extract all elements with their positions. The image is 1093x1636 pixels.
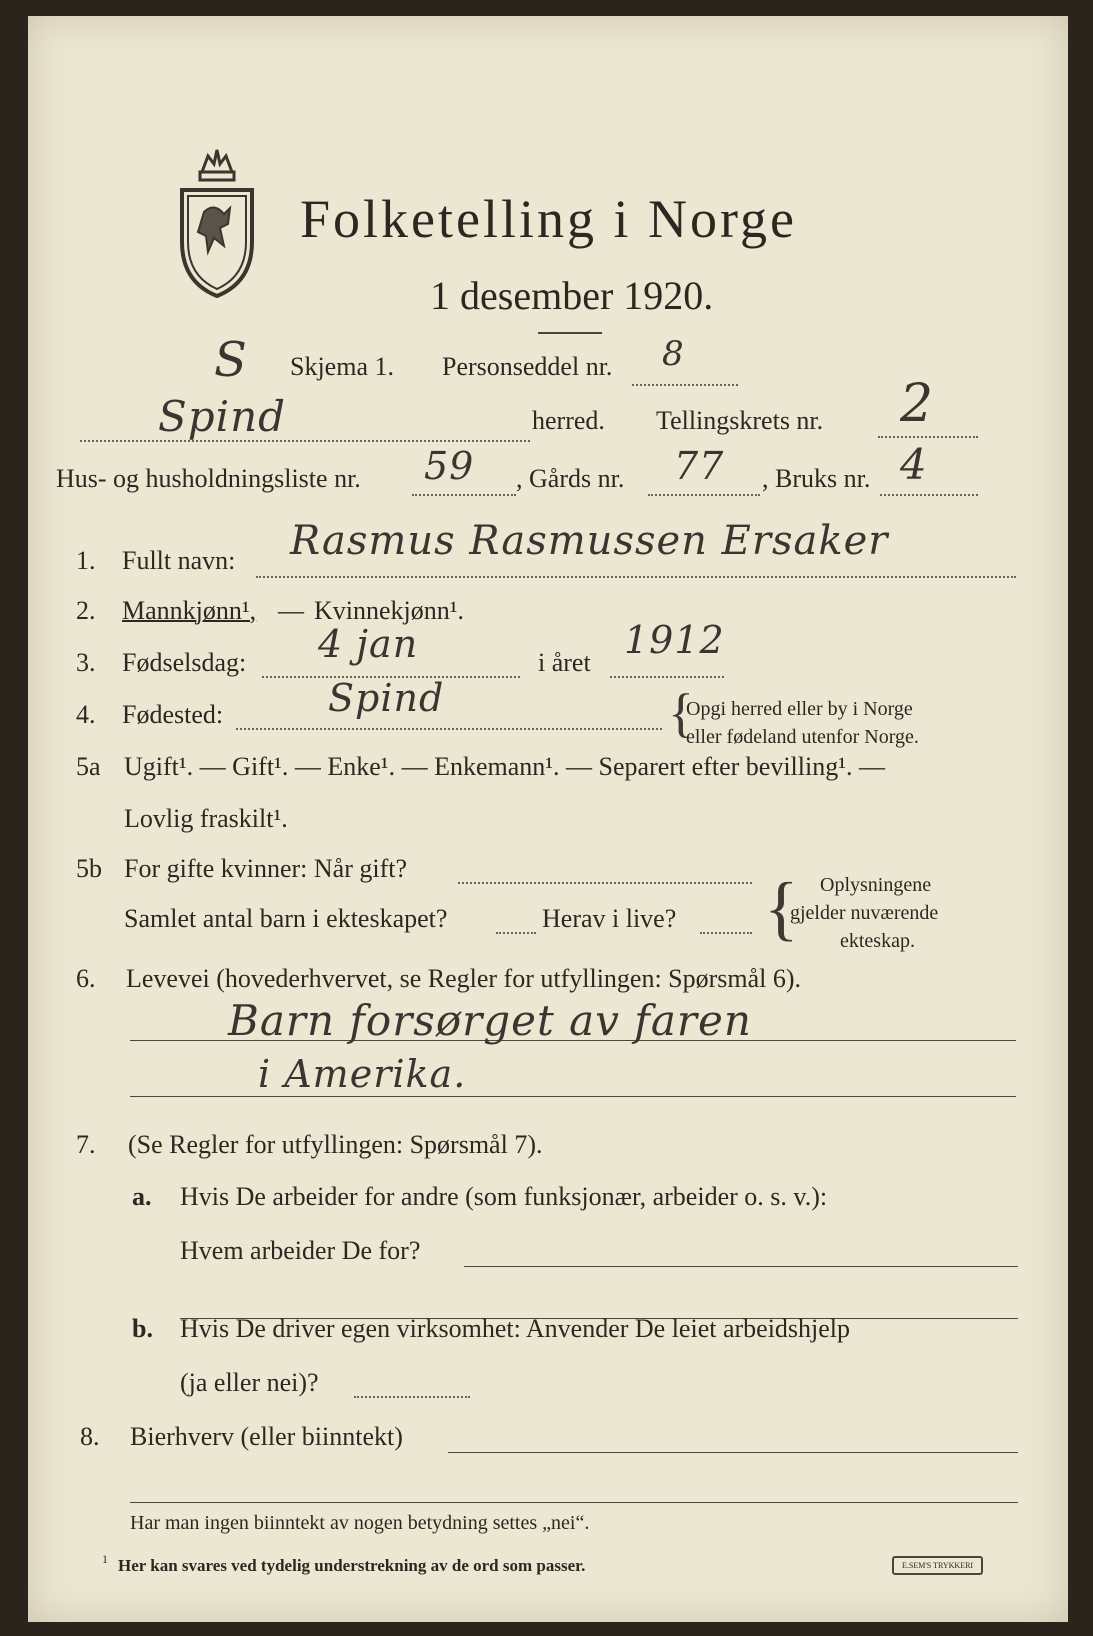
q8-number: 8. (80, 1422, 100, 1451)
q2-female-option[interactable]: Kvinnekjønn¹. (314, 596, 465, 625)
husliste-label: Hus- og husholdningsliste nr. (56, 464, 361, 493)
q2-male-option[interactable]: Mannkjønn¹, (122, 596, 257, 625)
q4-birthplace-value: Spind (328, 676, 445, 720)
q3-day-value: 4 jan (318, 622, 419, 666)
q1-number: 1. (76, 546, 96, 575)
personseddel-value: 8 (662, 334, 685, 374)
q6-line2[interactable] (130, 1096, 1016, 1097)
q5b-note-line2: gjelder nuværende (790, 902, 939, 924)
q5b-alive-label: Herav i live? (542, 904, 677, 933)
q7b-line2: (ja eller nei)? (180, 1368, 319, 1397)
q4-label: Fødested: (122, 700, 224, 729)
tellingskrets-label: Tellingskrets nr. (656, 406, 824, 435)
form-title: Folketelling i Norge (300, 189, 797, 249)
q3-label: Fødselsdag: (122, 648, 247, 677)
q8-field[interactable] (448, 1452, 1018, 1453)
q5b-children-label: Samlet antal barn i ekteskapet? (124, 904, 448, 933)
gards-label: , Gårds nr. (516, 464, 625, 493)
census-form-sheet (28, 16, 1068, 1622)
q2-number: 2. (76, 596, 96, 625)
footer-note: Har man ingen biinntekt av nogen betydning settes „nei“. (130, 1512, 590, 1534)
bruks-label: , Bruks nr. (762, 464, 871, 493)
q6-number: 6. (76, 964, 96, 993)
herred-initial-mark: S (214, 332, 248, 388)
q7-number: 7. (76, 1130, 96, 1159)
q1-full-name-value: Rasmus Rasmussen Ersaker (290, 518, 889, 564)
q7b-line1: Hvis De driver egen virksomhet: Anvender De leiet arbeidshjelp (180, 1314, 851, 1343)
q7-label: (Se Regler for utfyllingen: Spørsmål 7). (128, 1130, 543, 1159)
q4-number: 4. (76, 700, 96, 729)
q7a-line2: Hvem arbeider De for? (180, 1236, 421, 1265)
footnote-mark: 1 (102, 1552, 108, 1566)
q5b-married-when-field[interactable] (458, 882, 752, 884)
q5b-note-line1: Oplysningene (820, 874, 932, 896)
printer-stamp: E.SEM'S TRYKKERI (892, 1556, 983, 1575)
q4-note-line1: Opgi herred eller by i Norge (686, 698, 913, 720)
q4-birthplace-field[interactable] (236, 728, 662, 730)
q1-label: Fullt navn: (122, 546, 236, 575)
q3-year-field[interactable] (610, 676, 724, 678)
tellingskrets-field[interactable] (878, 436, 978, 438)
q4-note-brace: { (668, 683, 694, 743)
coat-of-arms-icon (174, 142, 260, 298)
q1-full-name-field[interactable] (256, 576, 1016, 578)
personseddel-field[interactable] (632, 384, 738, 386)
husliste-value: 59 (424, 444, 475, 488)
gards-value: 77 (674, 444, 725, 488)
q5b-alive-field[interactable] (700, 932, 752, 934)
q5b-note-brace: { (764, 868, 799, 948)
q6-value-line2: i Amerika. (258, 1052, 467, 1096)
q7a-employer-field[interactable] (464, 1266, 1018, 1267)
form-date: 1 desember 1920. (430, 273, 714, 318)
herred-value: Spind (158, 392, 287, 441)
personseddel-label: Personseddel nr. (442, 352, 613, 381)
q5a-number: 5a (76, 752, 101, 781)
gards-field[interactable] (648, 494, 760, 496)
q7a-letter: a. (132, 1182, 152, 1211)
q5b-married-when-label: For gifte kvinner: Når gift? (124, 854, 408, 883)
bruks-field[interactable] (880, 494, 978, 496)
q5a-options-line2[interactable]: Lovlig fraskilt¹. (124, 804, 288, 833)
q4-note-line2: eller fødeland utenfor Norge. (686, 726, 919, 748)
q3-year-value: 1912 (624, 618, 725, 662)
herred-field[interactable] (80, 440, 530, 442)
q6-label: Levevei (hovederhvervet, se Regler for utfyllingen: Spørsmål 6). (126, 964, 802, 993)
q5b-children-field[interactable] (496, 932, 536, 934)
q8-field-2[interactable] (130, 1502, 1018, 1503)
tellingskrets-value: 2 (900, 374, 935, 434)
q8-label: Bierhverv (eller biinntekt) (130, 1422, 403, 1451)
q7b-answer-field[interactable] (354, 1396, 470, 1398)
husliste-field[interactable] (412, 494, 516, 496)
q7a-line1: Hvis De arbeider for andre (som funksjonær, arbeider o. s. v.): (180, 1182, 828, 1211)
schema-label: Skjema 1. (290, 352, 394, 381)
q5b-number: 5b (76, 854, 102, 883)
title-divider (538, 332, 602, 334)
herred-label: herred. (532, 406, 605, 435)
q7b-letter: b. (132, 1314, 153, 1343)
q5b-note-line3: ekteskap. (840, 930, 915, 952)
q3-year-label: i året (538, 648, 591, 677)
q6-value-line1: Barn forsørget av faren (228, 996, 752, 1045)
q5a-options-line1[interactable]: Ugift¹. — Gift¹. — Enke¹. — Enkemann¹. — Separert efter bevilling¹. — (124, 752, 886, 781)
footnote-text: Her kan svares ved tydelig understrekning av de ord som passer. (118, 1556, 586, 1575)
bruks-value: 4 (900, 440, 928, 489)
q3-number: 3. (76, 648, 96, 677)
q2-separator: — (278, 596, 304, 625)
